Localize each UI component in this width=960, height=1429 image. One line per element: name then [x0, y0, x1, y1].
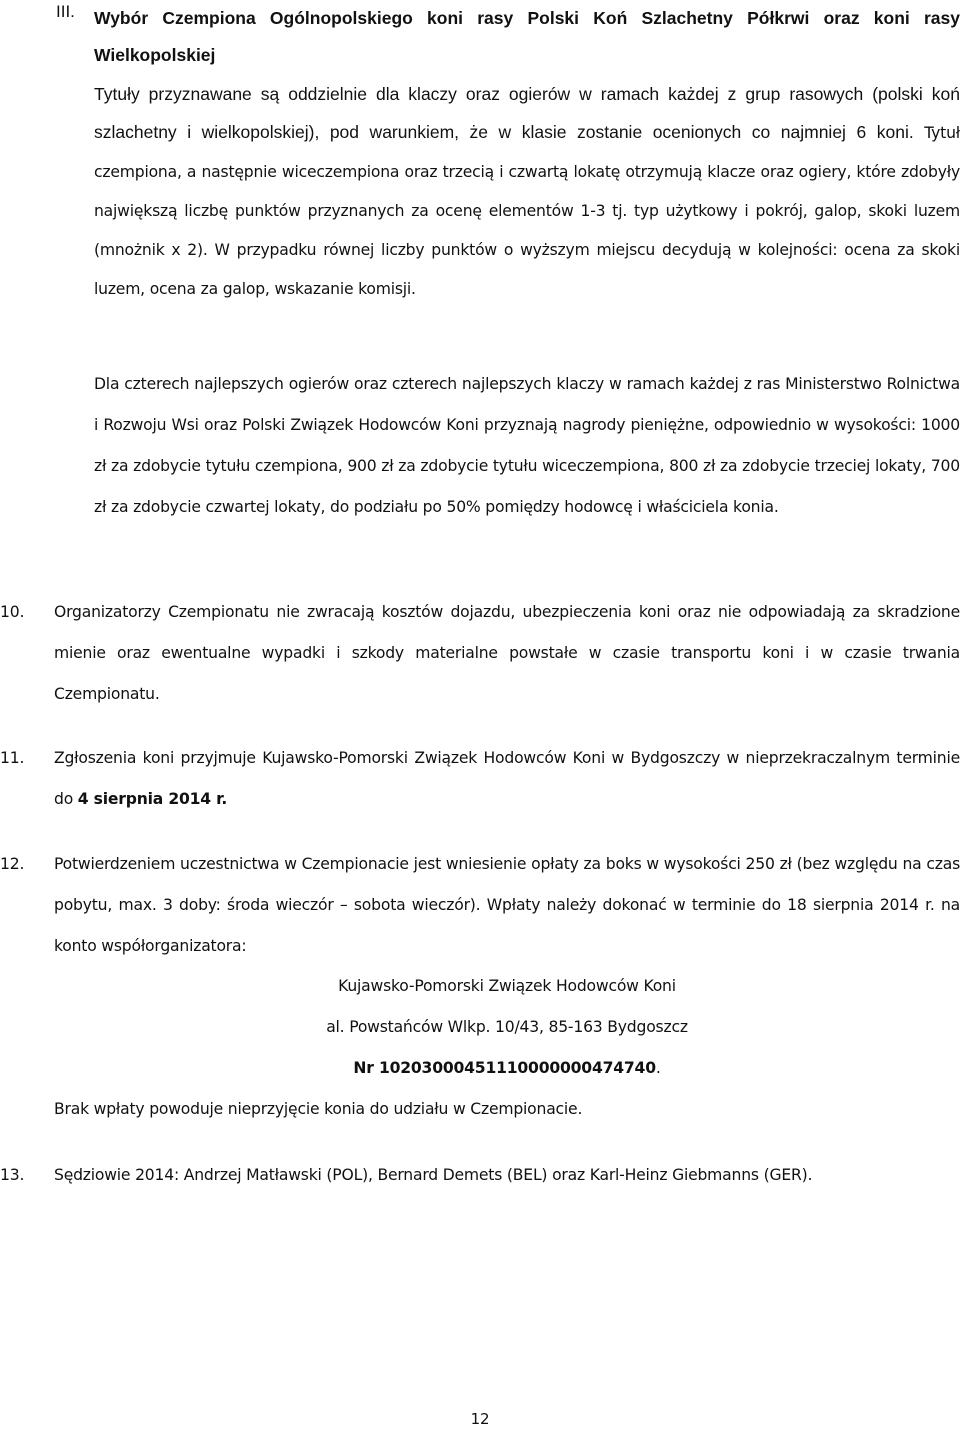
org-address: al. Powstańców Wlkp. 10/43, 85-163 Bydgoszcz — [326, 1018, 688, 1036]
org-name: Kujawsko-Pomorski Związek Hodowców Koni — [338, 977, 676, 995]
section-3-intro — [94, 75, 960, 308]
section-heading: Wybór Czempiona Ogólnopolskiego koni rasy Polski Koń Szlachetny Półkrwi oraz koni rasy Wielkopolskiej — [94, 8, 960, 65]
item-text: Sędziowie 2014: Andrzej Matławski (POL), Bernard Demets (BEL) oraz Karl-Heinz Giebmanns (GER). — [54, 1166, 813, 1184]
item-text: Potwierdzeniem uczestnictwa w Czempionacie jest wniesienie opłaty za boks w wysokości 250 zł (bez względu na czas pobytu, max. 3 doby: środa wieczór – sobota wieczór). Wpłaty należy dokonać w terminie do 18 sierpnia 2014 r. na konto współorganizatora: — [54, 855, 960, 955]
item-text — [54, 738, 960, 820]
section-3-intro-arial: Tytuły przyznawane są oddzielnie dla klaczy oraz ogierów w ramach każdej z grup rasowych (polski koń szlachetny i wielkopolskiej), pod warunkiem, że w klasie zostanie ocenionych co najmniej 6 koni. — [94, 84, 960, 142]
item-number: 11. — [0, 749, 25, 767]
item-number: 10. — [0, 603, 25, 621]
section-3-intro-rest: Tytuł czempiona, a następnie wiceczempiona oraz trzecią i czwartą lokatę otrzymują klacze oraz ogiery, które zdobyły największą liczbę punktów przyznanych za ocenę elementów 1-3 tj. typ użytkowy i pokrój, galop, skoki luzem (mnożnik x 2). W przypadku równej liczby punktów o wyższym miejscu decydują w kolejności: ocena za skoki luzem, ocena za galop, wskazanie komisji. — [94, 124, 960, 298]
account-number: Nr 10203000451110000000474740 — [353, 1059, 656, 1077]
bank-account — [54, 1048, 960, 1089]
deadline-date: 4 sierpnia 2014 r. — [77, 790, 228, 808]
item-text: Organizatorzy Czempionatu nie zwracają kosztów dojazdu, ubezpieczenia koni oraz nie odpowiadają za skradzione mienie oraz ewentualne wypadki i szkody materialne powstałe w czasie transportu koni i w czasie trwania Czempionatu. — [54, 603, 960, 703]
account-suffix: . — [655, 1059, 661, 1077]
no-payment-note: Brak wpłaty powoduje nieprzyjęcie konia do udziału w Czempionacie. — [54, 1100, 583, 1118]
section-numeral: III. — [56, 2, 75, 21]
section-3-prizes: Dla czterech najlepszych ogierów oraz czterech najlepszych klaczy w ramach każdej z ras Ministerstwo Rolnictwa i Rozwoju Wsi oraz Polski Związek Hodowców Koni przyznają nagrody pieniężne, odpowiednio w wysokości: 1000 zł za zdobycie tytułu czempiona, 900 zł za zdobycie tytułu wiceczempiona, 800 zł za zdobycie trzeciej lokaty, 700 zł za zdobycie czwartej lokaty, do podziału po 50% pomiędzy hodowcę i właściciela konia. — [94, 375, 960, 516]
item-text-plain: Zgłoszenia koni przyjmuje Kujawsko-Pomorski Związek Hodowców Koni w Bydgoszczy w nieprzekraczalnym terminie do — [54, 749, 960, 808]
page-number: 12 — [470, 1410, 490, 1428]
item-number: 13. — [0, 1166, 25, 1184]
item-number: 12. — [0, 855, 25, 873]
